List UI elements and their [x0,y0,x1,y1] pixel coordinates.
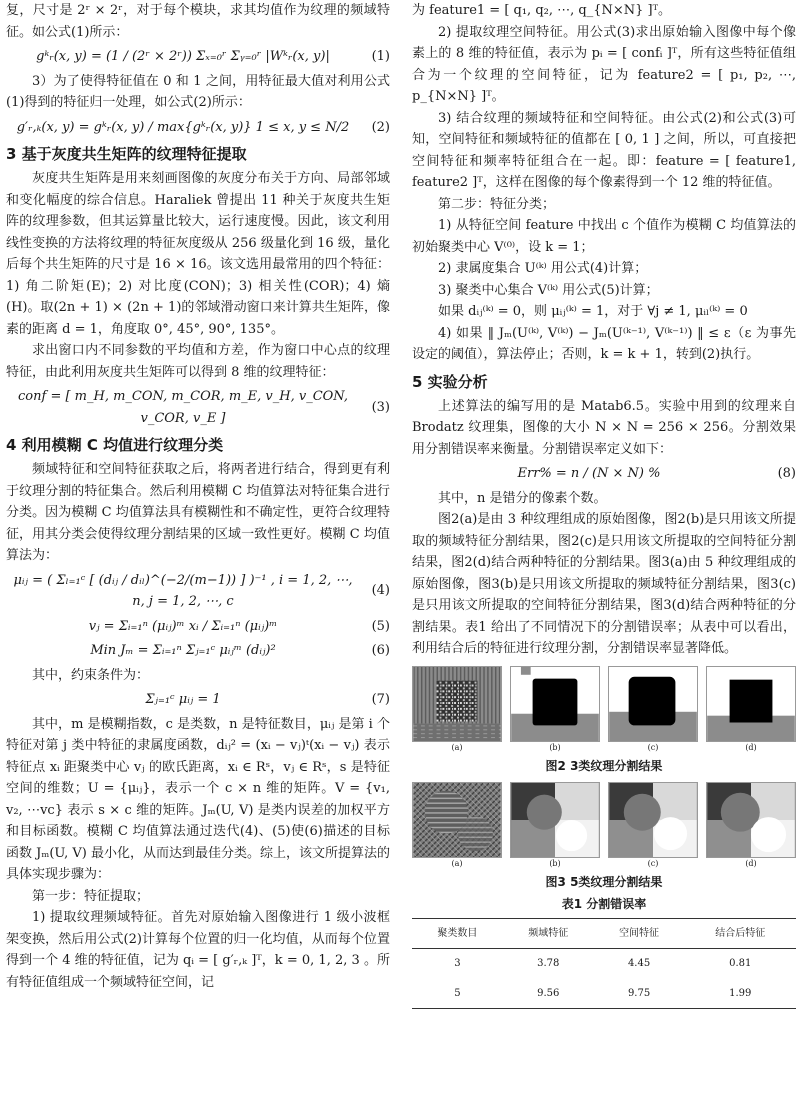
segmentation-image [608,782,698,858]
table-header-row [412,918,796,949]
table-header: 聚类数目 [437,927,478,939]
equation-number: (6) [371,643,390,658]
figure-label: (a) [451,742,463,752]
paragraph: 上述算法的编写用的是 Matab6.5。实验中用到的纹理来自 Brodatz 纹理集，图像的大小 N × N = 256 × 256。分割效果用分割错误率来衡量。分割错误率定义如下： [412,398,796,457]
paragraph: 求出窗口内不同参数的平均值和方差，作为窗口中心点的纹理特征，由此利用灰度共生矩阵可以得到 8 维的纹理特征： [6,343,390,380]
figure-2 [412,666,796,754]
paragraph: 如果 dᵢⱼ⁽ᵏ⁾ = 0，则 μᵢⱼ⁽ᵏ⁾ = 1，对于 ∀j ≠ 1, μᵢₗ⁽ᵏ⁾ = 0 [438,304,748,319]
equation-body: vⱼ = Σᵢ₌₁ⁿ (μᵢⱼ)ᵐ xᵢ / Σᵢ₌₁ⁿ (μᵢⱼ)ᵐ [88,618,278,634]
equation-number: (4) [371,583,390,599]
paragraph: 3) 结合纹理的频域特征和空间特征。由公式(2)和公式(3)可知，空间特征和频域特征的值都在 [ 0, 1 ] 之间，所以，可直接把空间特征和频率特征组合在一起。即：feature = [ feature1, feature2 ]ᵀ，这样在图像的每个像素得到一个 12 维的特征值。 [412,110,796,190]
segmentation-image [608,666,698,742]
equation-4 [6,570,390,613]
paragraph: 图2(a)是由 3 种纹理组成的原始图像，图2(b)是只用该文所提取的频域特征分割结果，图2(c)是只用该文所提取的空间特征分割结果，图2(d)结合两种特征的分割结果。图3(a)由 5 种纹理组成的原始图像，图3(b)是只用该文所提取的频域特征分割结果，图3(c)是只用该文所提取的空间特征分割结果，图3(d)结合两种特征的分割结果。表1 给出了不同情况下的分割错误率；从表中可以看出，利用结合后的特征进行纹理分割，分割错误率显著降低。 [412,512,796,656]
error-rate-table [412,918,796,1010]
paragraph: 3) 聚类中心集合 V⁽ᵏ⁾ 用公式(5)计算； [438,282,659,298]
equation-body: gᵏᵣ(x, y) = (1 / (2ʳ × 2ʳ)) Σₓ₌₀ʳ Σᵧ₌₀ʳ |Wᵏᵣ(x, y)| [36,49,330,64]
equation-6 [6,640,390,662]
table-caption: 表1 分割错误率 [561,896,647,911]
table-cell: 9.56 [537,987,560,999]
figure-label: (d) [745,742,757,752]
paragraph: 4) 如果 ‖ Jₘ(U⁽ᵏ⁾, V⁽ᵏ⁾) − Jₘ(U⁽ᵏ⁻¹⁾, V⁽ᵏ⁻¹⁾) ‖ ≤ ε（ε 为事先设定的阈值），算法停止；否则，k = k + 1，转到(2)执行。 [412,325,796,362]
paragraph: 2) 隶属度集合 U⁽ᵏ⁾ 用公式(4)计算； [438,261,648,276]
equation-body: g′ᵣ,ₖ(x, y) = gᵏᵣ(x, y) / max{gᵏᵣ(x, y)} 1 ≤ x, y ≤ N/2 [16,119,350,135]
equation-body: conf = [ m_H, m_CON, m_COR, m_E, v_H, v_CON, v_COR, v_E ] [18,389,348,426]
paragraph: 其中，约束条件为： [32,667,150,683]
equation-number: (1) [371,49,390,64]
equation-1 [6,46,390,68]
paragraph: 复，尺寸是 2ʳ × 2ʳ，对于每个模块，求其均值作为纹理的频域特征。如公式(1)所示： [6,3,390,40]
paragraph: 其中，m 是模糊指数，c 是类数，n 是特征数目，μᵢⱼ 是第 i 个特征对第 j 类中特征的隶属度函数，dᵢⱼ² = (xᵢ − vⱼ)ᵗ(xᵢ − vⱼ) 表示特征点 xᵢ 距聚类中心 vⱼ 的欧氏距离，xᵢ ∈ Rˢ，vⱼ ∈ Rˢ，s 是特征空间的维数；U = {μᵢⱼ}，表示一个 c × n 维的矩阵。V = {v₁, v₂, ⋯vc} 表示 s × c 维的矩阵。Jₘ(U, V) 是类内误差的加权平方和目标函数。模糊 C 均值算法通过迭代(4)、(5)使(6)描述的目标函数 Jₘ(U, V) 最小化，从而达到最佳分类。综上，该文所提算法的具体实现步骤为： [6,716,391,882]
paragraph: 其中，n 是错分的像素个数。 [438,490,607,506]
table-cell: 5 [454,987,461,999]
figure-3-panel-c [608,782,698,870]
equation-body: Min Jₘ = Σᵢ₌₁ⁿ Σⱼ₌₁ᶜ μᵢⱼᵐ (dᵢⱼ)² [90,643,276,658]
equation-number: (5) [371,618,390,634]
table-row [412,949,796,979]
left-column [6,0,390,993]
segmentation-image [510,782,600,858]
texture-image [412,782,502,858]
equation-2 [6,117,390,139]
equation-3 [6,386,390,429]
segmentation-image [706,782,796,858]
table-header: 频域特征 [528,927,569,939]
figure-2-panel-c [608,666,698,754]
table-row [412,979,796,1009]
equation-number: (7) [371,692,390,707]
equation-number: (2) [371,119,390,135]
equation-body: Σⱼ₌₁ᶜ μᵢⱼ = 1 [145,692,221,707]
equation-8 [412,463,796,485]
figure-2-panel-b [510,666,600,754]
section-heading-3: 3 基于灰度共生矩阵的纹理特征提取 [6,145,247,163]
figure-label: (b) [549,858,561,868]
paragraph: 1) 从特征空间 feature 中找出 c 个值作为模糊 C 均值算法的初始聚类中心 V⁽⁰⁾，设 k = 1； [412,218,796,255]
table-header: 空间特征 [619,927,660,939]
figure-3-caption: 图3 5类纹理分割结果 [545,874,663,889]
table-cell: 0.81 [729,958,752,969]
texture-image [412,666,502,742]
figure-2-panel-a [412,666,502,754]
paragraph: 第二步：特征分类； [438,196,556,212]
paragraph: 灰度共生矩阵是用来刻画图像的灰度分布关于方向、局部邻域和变化幅度的综合信息。Haraliek 曾提出 11 种关于灰度共生矩阵的纹理参数，但其运算量比较大，运行速度慢。因此，该文利用线性变换的方法将纹理的特征灰度级从 256 级量化到 16 级，量化后每个共生矩阵的尺寸是 16 × 16。该文选用最常用的四个特征：1) 角二阶矩(E)；2) 对比度(CON)；3) 相关性(COR)；4) 熵(H)。取(2n + 1) × (2n + 1)的邻域滑动窗口来计算共生矩阵，像素的距离 d = 1，角度取 0°, 45°, 90°, 135°。 [6,171,390,337]
equation-5 [6,616,390,638]
paragraph: 3）为了使得特征值在 0 和 1 之间，用特征最大值对利用公式(1)得到的特征归一处理，如公式(2)所示： [6,73,390,110]
section-heading-5: 5 实验分析 [412,372,488,391]
equation-body: Err% = n / (N × N) % [517,466,661,481]
figure-3-panel-b [510,782,600,870]
figure-label: (c) [647,858,659,868]
table-header: 结合后特征 [715,927,766,939]
table-cell: 1.99 [729,987,752,999]
paragraph: 第一步：特征提取； [32,888,150,904]
equation-number: (3) [371,399,390,415]
segmentation-image [706,666,796,742]
equation-body: μᵢⱼ = ( Σₗ₌₁ᶜ [ (dᵢⱼ / dᵢₗ)^(−2/(m−1)) ] )⁻¹ , i = 1, 2, ⋯, n, j = 1, 2, ⋯, c [13,572,353,609]
figure-2-caption: 图2 3类纹理分割结果 [545,758,663,773]
figure-3-panel-a [412,782,502,870]
figure-label: (a) [451,858,463,868]
figure-label: (b) [549,742,561,752]
segmentation-image [510,666,600,742]
table-cell: 4.45 [627,958,651,969]
figure-2-panel-d [706,666,796,754]
table-cell: 3.78 [537,958,560,969]
figure-3-panel-d [706,782,796,870]
figure-3 [412,782,796,870]
section-heading-4: 4 利用模糊 C 均值进行纹理分类 [6,436,224,454]
paragraph: 频域特征和空间特征获取之后，将两者进行结合，得到更有利于纹理分割的特征集合。然后利用模糊 C 均值算法对特征集合进行分类。因为模糊 C 均值算法具有模糊性和不确定性，更符合纹理特征，用其分类会使得纹理分割结果的区域一致性更好。模糊 C 均值算法为： [6,462,390,563]
equation-7 [6,689,390,711]
right-column [412,0,796,1009]
equation-number: (8) [777,466,796,481]
paragraph: 2) 提取纹理空间特征。用公式(3)求出原始输入图像中每个像素上的 8 维的特征值，表示为 pᵢ = [ confᵢ ]ᵀ，所有这些特征值组合为一个纹理的空间特征，记为 feature2 = [ p₁, p₂, ⋯, p_{N×N} ]ᵀ。 [412,24,796,104]
figure-label: (d) [745,858,757,868]
table-cell: 3 [454,958,461,969]
paragraph: 1) 提取纹理频域特征。首先对原始输入图像进行 1 级小波框架变换，然后用公式(2)计算每个位置的归一化均值，从而每个位置得到一个 4 维的特征值，记为 qᵢ = [ g′ᵣ,ₖ ]ᵀ，k = 0, 1, 2, 3 。所有特征值组成一个频域特征空间，记 [6,910,390,990]
table-cell: 9.75 [627,987,651,999]
paragraph: 为 feature1 = [ q₁, q₂, ⋯, q_{N×N} ]ᵀ。 [412,3,672,18]
figure-label: (c) [647,742,659,752]
